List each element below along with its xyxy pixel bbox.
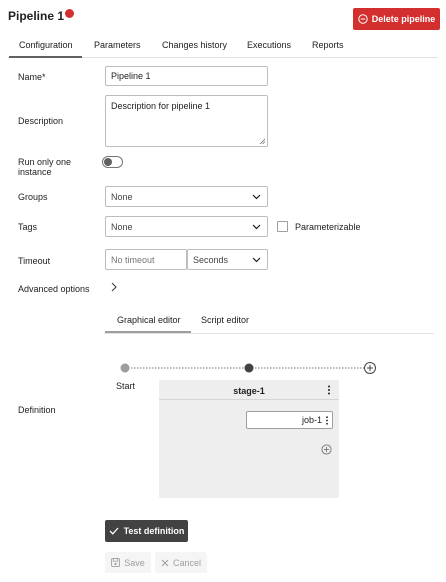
add-job-icon[interactable]	[321, 444, 332, 455]
editor-tabs	[104, 306, 434, 334]
timeout-unit-value: Seconds	[193, 254, 229, 265]
delete-pipeline-label: Delete pipeline	[371, 14, 436, 24]
description-label: Description	[18, 116, 64, 126]
save-button[interactable]	[105, 552, 151, 573]
chevron-down-icon	[252, 224, 261, 230]
tab-executions[interactable]: Executions	[247, 40, 292, 50]
job-name: job-1	[301, 415, 322, 425]
name-input[interactable]	[105, 66, 268, 86]
timeout-unit-select[interactable]	[187, 249, 268, 270]
start-node[interactable]	[121, 364, 130, 373]
check-icon	[109, 527, 119, 535]
cancel-button[interactable]	[155, 552, 207, 573]
job-card[interactable]	[246, 411, 333, 429]
stage-divider	[159, 399, 339, 400]
stage-node[interactable]	[245, 364, 254, 373]
name-value: Pipeline 1	[111, 71, 151, 81]
page-title: Pipeline 1	[8, 9, 65, 23]
chevron-down-icon	[252, 194, 261, 200]
stage-card[interactable]	[159, 380, 339, 498]
timeout-label: Timeout	[18, 256, 51, 266]
run-only-one-label-line2: instance	[18, 167, 52, 177]
test-definition-button[interactable]	[105, 520, 188, 542]
description-textarea[interactable]	[105, 95, 268, 147]
stage-title: stage-1	[233, 386, 265, 396]
save-label: Save	[124, 557, 145, 568]
tab-reports[interactable]: Reports	[312, 40, 344, 50]
delete-pipeline-button[interactable]	[353, 8, 440, 30]
tags-value: None	[111, 221, 133, 232]
tags-select[interactable]	[105, 216, 268, 237]
tab-parameters[interactable]: Parameters	[94, 40, 141, 50]
more-vert-icon[interactable]	[325, 416, 329, 425]
timeout-placeholder: No timeout	[111, 254, 155, 265]
remove-circle-icon	[358, 14, 368, 24]
more-vert-icon[interactable]	[327, 385, 331, 395]
advanced-options-label[interactable]: Advanced options	[18, 284, 90, 294]
timeout-input[interactable]	[105, 249, 187, 270]
parameterizable-checkbox[interactable]	[277, 221, 288, 232]
name-label: Name*	[18, 72, 46, 82]
status-dot	[65, 9, 74, 18]
groups-label: Groups	[18, 192, 48, 202]
resize-handle-icon[interactable]	[259, 138, 265, 144]
tab-script-editor[interactable]: Script editor	[201, 315, 250, 325]
run-only-one-label-line1: Run only one	[18, 157, 72, 167]
add-stage-icon[interactable]	[365, 363, 376, 374]
description-value: Description for pipeline 1	[111, 101, 211, 111]
cancel-label: Cancel	[172, 557, 201, 568]
save-icon	[111, 558, 120, 567]
groups-value: None	[111, 191, 133, 202]
toggle-knob	[104, 158, 112, 166]
tags-label: Tags	[18, 222, 38, 232]
tab-changes-history[interactable]: Changes history	[162, 40, 228, 50]
close-icon	[161, 559, 169, 567]
page-header	[0, 0, 446, 36]
tab-configuration[interactable]: Configuration	[19, 40, 73, 50]
tab-graphical-editor[interactable]: Graphical editor	[117, 315, 181, 325]
parameterizable-label: Parameterizable	[295, 222, 361, 232]
groups-select[interactable]	[105, 186, 268, 207]
run-only-one-toggle[interactable]	[102, 156, 123, 168]
chevron-down-icon	[252, 257, 261, 263]
start-label: Start	[116, 381, 136, 391]
chevron-right-icon[interactable]	[110, 282, 118, 292]
main-tabs	[8, 35, 438, 58]
test-definition-label: Test definition	[123, 526, 185, 536]
definition-label: Definition	[18, 405, 56, 415]
